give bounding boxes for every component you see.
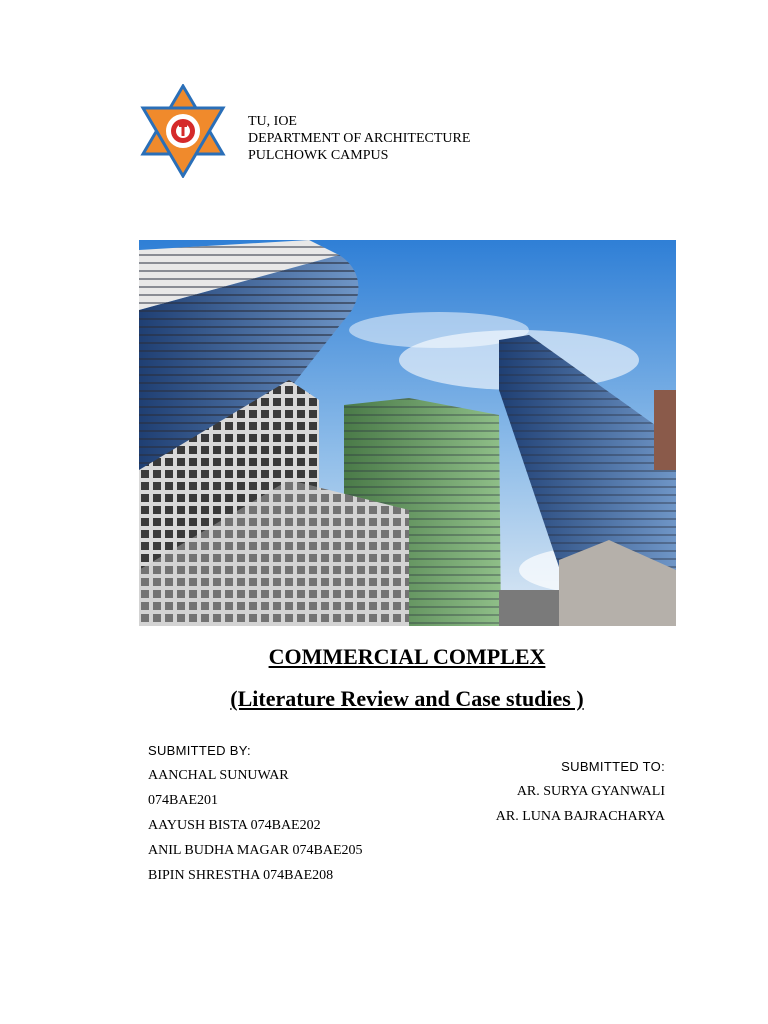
author-line: BIPIN SHRESTHA 074BAE208 — [148, 868, 334, 883]
submitted-by-block — [148, 738, 363, 888]
institution-header — [248, 113, 470, 164]
author-line: ANIL BUDHA MAGAR 074BAE205 — [148, 843, 363, 858]
submitted-to-label: SUBMITTED TO: — [561, 759, 665, 774]
supervisor-line: AR. LUNA BAJRACHARYA — [495, 809, 665, 824]
report-title: COMMERCIAL COMPLEX — [268, 644, 546, 669]
author-line: 074BAE201 — [148, 793, 218, 808]
campus-line: PULCHOWK CAMPUS — [248, 148, 389, 163]
supervisor-line: AR. SURYA GYANWALI — [516, 784, 665, 799]
skyscrapers-photo-icon — [139, 240, 676, 626]
submitted-by-label: SUBMITTED BY: — [148, 743, 251, 758]
author-line: AANCHAL SUNUWAR — [148, 768, 289, 783]
cover-image — [139, 240, 676, 626]
author-line: AAYUSH BISTA 074BAE202 — [148, 818, 321, 833]
institution-line: TU, IOE — [248, 114, 297, 129]
submitted-to-block — [496, 754, 665, 829]
tu-ioe-emblem-icon — [140, 84, 226, 178]
department-line: DEPARTMENT OF ARCHITECTURE — [248, 131, 471, 146]
report-subtitle: (Literature Review and Case studies ) — [230, 686, 584, 711]
